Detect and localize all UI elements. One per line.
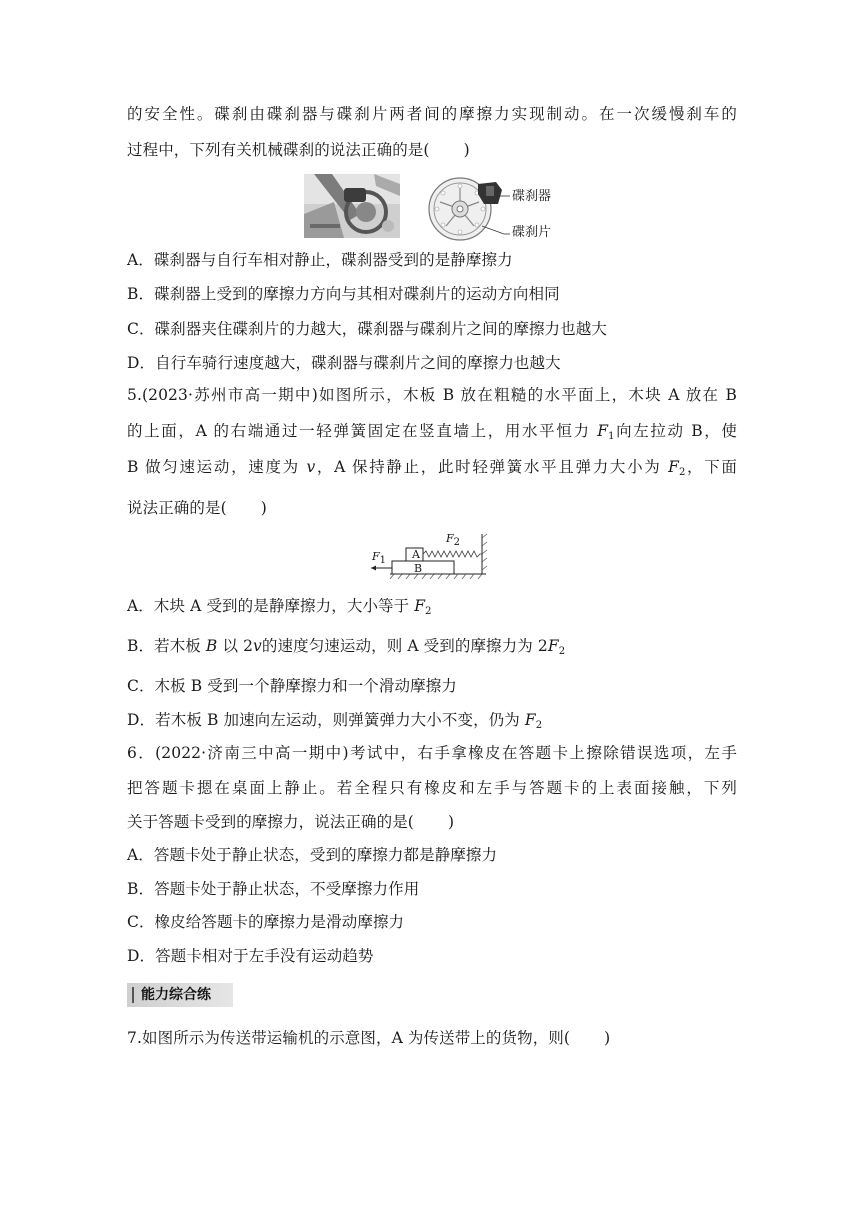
q6-option-c: C．橡皮给答题卡的摩擦力是滑动摩擦力 bbox=[127, 913, 405, 931]
q4-option-d: D．自行车骑行速度越大，碟刹器与碟刹片之间的摩擦力也越大 bbox=[127, 354, 561, 372]
section-header bbox=[127, 983, 233, 1007]
q4-stem-line-1: 的安全性。碟刹由碟刹器与碟刹片两者间的摩擦力实现制动。在一次缓慢刹车的 bbox=[127, 105, 737, 123]
diagram-label-B: B bbox=[414, 562, 423, 575]
q7-stem-line-1: 7.如图所示为传送带运输机的示意图，A 为传送带上的货物，则( ) bbox=[127, 1029, 611, 1047]
brake-caliper-label: 碟刹器 bbox=[512, 189, 552, 204]
q5-stem-line-4: 说法正确的是( ) bbox=[127, 499, 267, 517]
q5-option-b: B．若木板 B 以 2v的速度匀速运动，则 A 受到的摩擦力为 $2F_2$ bbox=[127, 637, 566, 657]
q5-option-d: D．若木板 B 加速向左运动，则弹簧弹力大小不变，仍为 $F_2$ bbox=[127, 711, 543, 731]
q5-stem-line-2: 的上面，A 的右端通过一轻弹簧固定在竖直墙上，用水平恒力 $F_1$向左拉动 B，使 bbox=[127, 422, 738, 442]
disc-brake-diagram bbox=[424, 174, 574, 244]
diagram-label-F1: $F_1$ bbox=[372, 550, 387, 566]
q6-stem-line-2: 把答题卡摁在桌面上静止。若全程只有橡皮和左手与答题卡的上表面接触，下列 bbox=[127, 779, 737, 797]
q4-option-a: A．碟刹器与自行车相对静止，碟刹器受到的是静摩擦力 bbox=[127, 251, 513, 269]
q4-option-b: B．碟刹器上受到的摩擦力方向与其相对碟刹片的运动方向相同 bbox=[127, 285, 560, 303]
q6-stem-line-1: 6．(2022·济南三中高一期中)考试中，右手拿橡皮在答题卡上擦除错误选项，左手 bbox=[127, 744, 737, 762]
diagram-label-F2: $F_2$ bbox=[446, 532, 461, 548]
q6-option-a: A．答题卡处于静止状态，受到的摩擦力都是静摩擦力 bbox=[127, 846, 498, 864]
q4-option-c: C．碟刹器夹住碟刹片的力越大，碟刹器与碟刹片之间的摩擦力也越大 bbox=[127, 320, 607, 338]
section-header-marker bbox=[132, 987, 134, 1003]
q6-option-d: D．答题卡相对于左手没有运动趋势 bbox=[127, 947, 374, 965]
q5-stem-line-3: B 做匀速运动，速度为 v，A 保持静止，此时轻弹簧水平且弹力大小为 $F_2$，下面 bbox=[127, 458, 737, 478]
diagram-label-A: A bbox=[412, 548, 420, 561]
disc-brake-photo bbox=[304, 174, 400, 238]
q6-option-b: B．答题卡处于静止状态，不受摩擦力作用 bbox=[127, 880, 420, 898]
section-header-title: 能力综合练 bbox=[141, 987, 211, 1003]
q6-stem-line-3: 关于答题卡受到的摩擦力，说法正确的是( ) bbox=[127, 813, 455, 831]
q5-option-c: C．木板 B 受到一个静摩擦力和一个滑动摩擦力 bbox=[127, 677, 457, 695]
q5-option-a: A．木块 A 受到的是静摩擦力，大小等于 $F_2$ bbox=[127, 597, 432, 617]
q5-stem-line-1: 5.(2023·苏州市高一期中)如图所示，木板 B 放在粗糙的水平面上，木块 A 放在 B bbox=[127, 386, 737, 404]
q4-stem-line-2: 过程中，下列有关机械碟刹的说法正确的是( ) bbox=[127, 141, 470, 159]
brake-disc-label: 碟刹片 bbox=[512, 225, 552, 240]
